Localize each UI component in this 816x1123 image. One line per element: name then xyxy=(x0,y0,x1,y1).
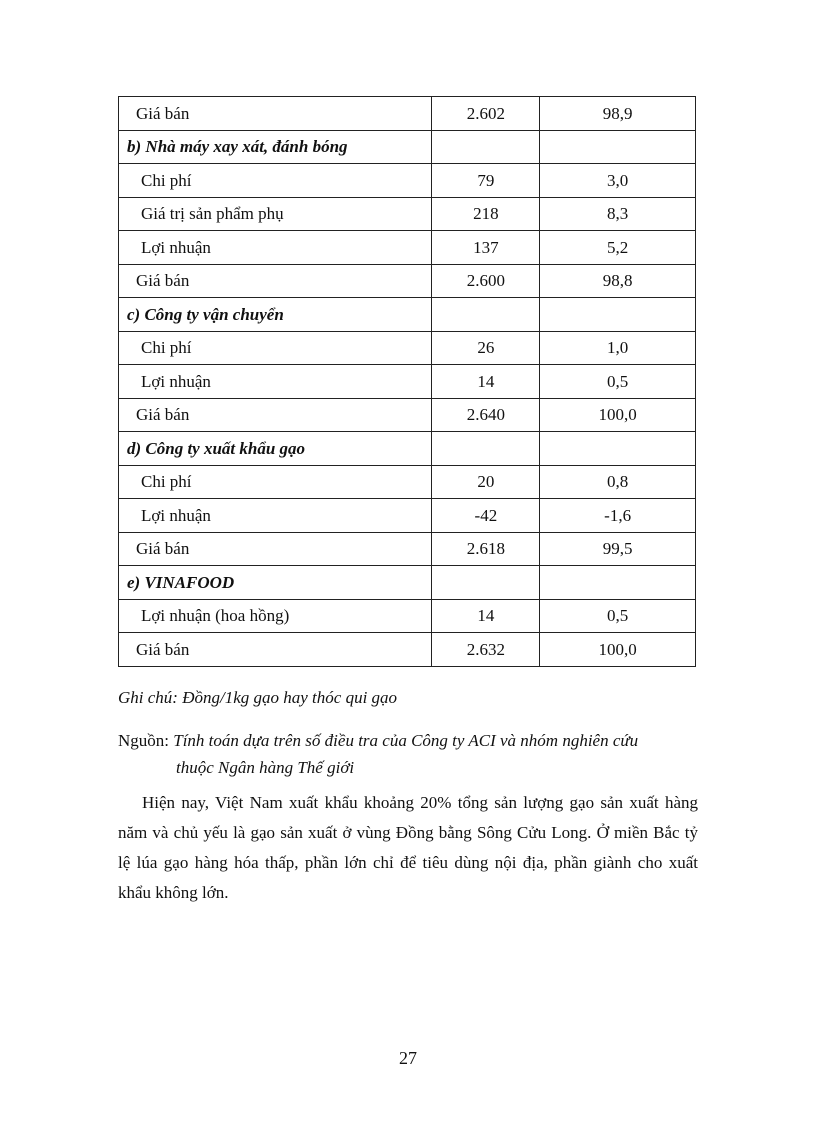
table-row xyxy=(119,97,696,131)
section-heading: d) Công ty xuất khẩu gạo xyxy=(119,432,432,466)
percent-cell: 0,8 xyxy=(540,465,696,499)
row-label: Giá bán xyxy=(119,532,432,566)
table-row xyxy=(119,599,696,633)
source-line-1: Tính toán dựa trên số điều tra của Công ty ACI và nhóm nghiên cứu xyxy=(173,731,639,750)
value-cell: 2.632 xyxy=(432,633,540,667)
row-label: Lợi nhuận (hoa hồng) xyxy=(119,599,432,633)
table-row xyxy=(119,331,696,365)
empty-cell xyxy=(540,130,696,164)
section-heading: e) VINAFOOD xyxy=(119,566,432,600)
row-label: Chi phí xyxy=(119,164,432,198)
table-row xyxy=(119,164,696,198)
table-row xyxy=(119,465,696,499)
percent-cell: 0,5 xyxy=(540,599,696,633)
table-row xyxy=(119,499,696,533)
table-row xyxy=(119,231,696,265)
value-cell: 14 xyxy=(432,365,540,399)
percent-cell: 100,0 xyxy=(540,398,696,432)
value-cell: 2.600 xyxy=(432,264,540,298)
empty-cell xyxy=(432,298,540,332)
percent-cell: 99,5 xyxy=(540,532,696,566)
table-section-row xyxy=(119,298,696,332)
percent-cell: -1,6 xyxy=(540,499,696,533)
empty-cell xyxy=(540,566,696,600)
row-label: Lợi nhuận xyxy=(119,499,432,533)
percent-cell: 8,3 xyxy=(540,197,696,231)
empty-cell xyxy=(540,432,696,466)
value-cell: 2.618 xyxy=(432,532,540,566)
empty-cell xyxy=(540,298,696,332)
table-row xyxy=(119,633,696,667)
row-label: Lợi nhuận xyxy=(119,365,432,399)
percent-cell: 0,5 xyxy=(540,365,696,399)
table-row xyxy=(119,264,696,298)
table-body xyxy=(119,97,696,667)
source-citation xyxy=(118,727,708,781)
value-chain-table xyxy=(118,96,696,667)
page-number: 27 xyxy=(399,1048,417,1068)
row-label: Giá bán xyxy=(119,398,432,432)
table-section-row xyxy=(119,566,696,600)
value-cell: 2.602 xyxy=(432,97,540,131)
empty-cell xyxy=(432,130,540,164)
row-label: Giá bán xyxy=(119,264,432,298)
table-row xyxy=(119,197,696,231)
percent-cell: 100,0 xyxy=(540,633,696,667)
section-heading: b) Nhà máy xay xát, đánh bóng xyxy=(119,130,432,164)
row-label: Chi phí xyxy=(119,331,432,365)
value-cell: 14 xyxy=(432,599,540,633)
section-heading: c) Công ty vận chuyển xyxy=(119,298,432,332)
percent-cell: 5,2 xyxy=(540,231,696,265)
source-line-2: thuộc Ngân hàng Thế giới xyxy=(176,758,355,777)
table-section-row xyxy=(119,432,696,466)
value-cell: 137 xyxy=(432,231,540,265)
value-cell: 218 xyxy=(432,197,540,231)
value-cell: -42 xyxy=(432,499,540,533)
table-note: Ghi chú: Đồng/1kg gạo hay thóc qui gạo xyxy=(118,688,398,707)
row-label: Giá bán xyxy=(119,97,432,131)
table-section-row xyxy=(119,130,696,164)
empty-cell xyxy=(432,432,540,466)
percent-cell: 98,8 xyxy=(540,264,696,298)
row-label: Giá bán xyxy=(119,633,432,667)
row-label: Giá trị sản phẩm phụ xyxy=(119,197,432,231)
row-label: Lợi nhuận xyxy=(119,231,432,265)
value-cell: 2.640 xyxy=(432,398,540,432)
source-label: Nguồn: xyxy=(118,731,174,750)
percent-cell: 98,9 xyxy=(540,97,696,131)
percent-cell: 3,0 xyxy=(540,164,696,198)
body-paragraph: Hiện nay, Việt Nam xuất khẩu khoảng 20% tổng sản lượng gạo sản xuất hàng năm và chủ yếu là gạo sản xuất ở vùng Đồng bằng Sông Cửu Long. Ở miền Bắc tỷ lệ lúa gạo hàng hóa thấp, phần lớn chỉ để tiêu dùng nội địa, phần giành cho xuất khẩu không lớn. xyxy=(118,793,698,902)
value-cell: 26 xyxy=(432,331,540,365)
value-cell: 20 xyxy=(432,465,540,499)
table-row xyxy=(119,398,696,432)
value-cell: 79 xyxy=(432,164,540,198)
empty-cell xyxy=(432,566,540,600)
table-row xyxy=(119,532,696,566)
row-label: Chi phí xyxy=(119,465,432,499)
percent-cell: 1,0 xyxy=(540,331,696,365)
table-row xyxy=(119,365,696,399)
